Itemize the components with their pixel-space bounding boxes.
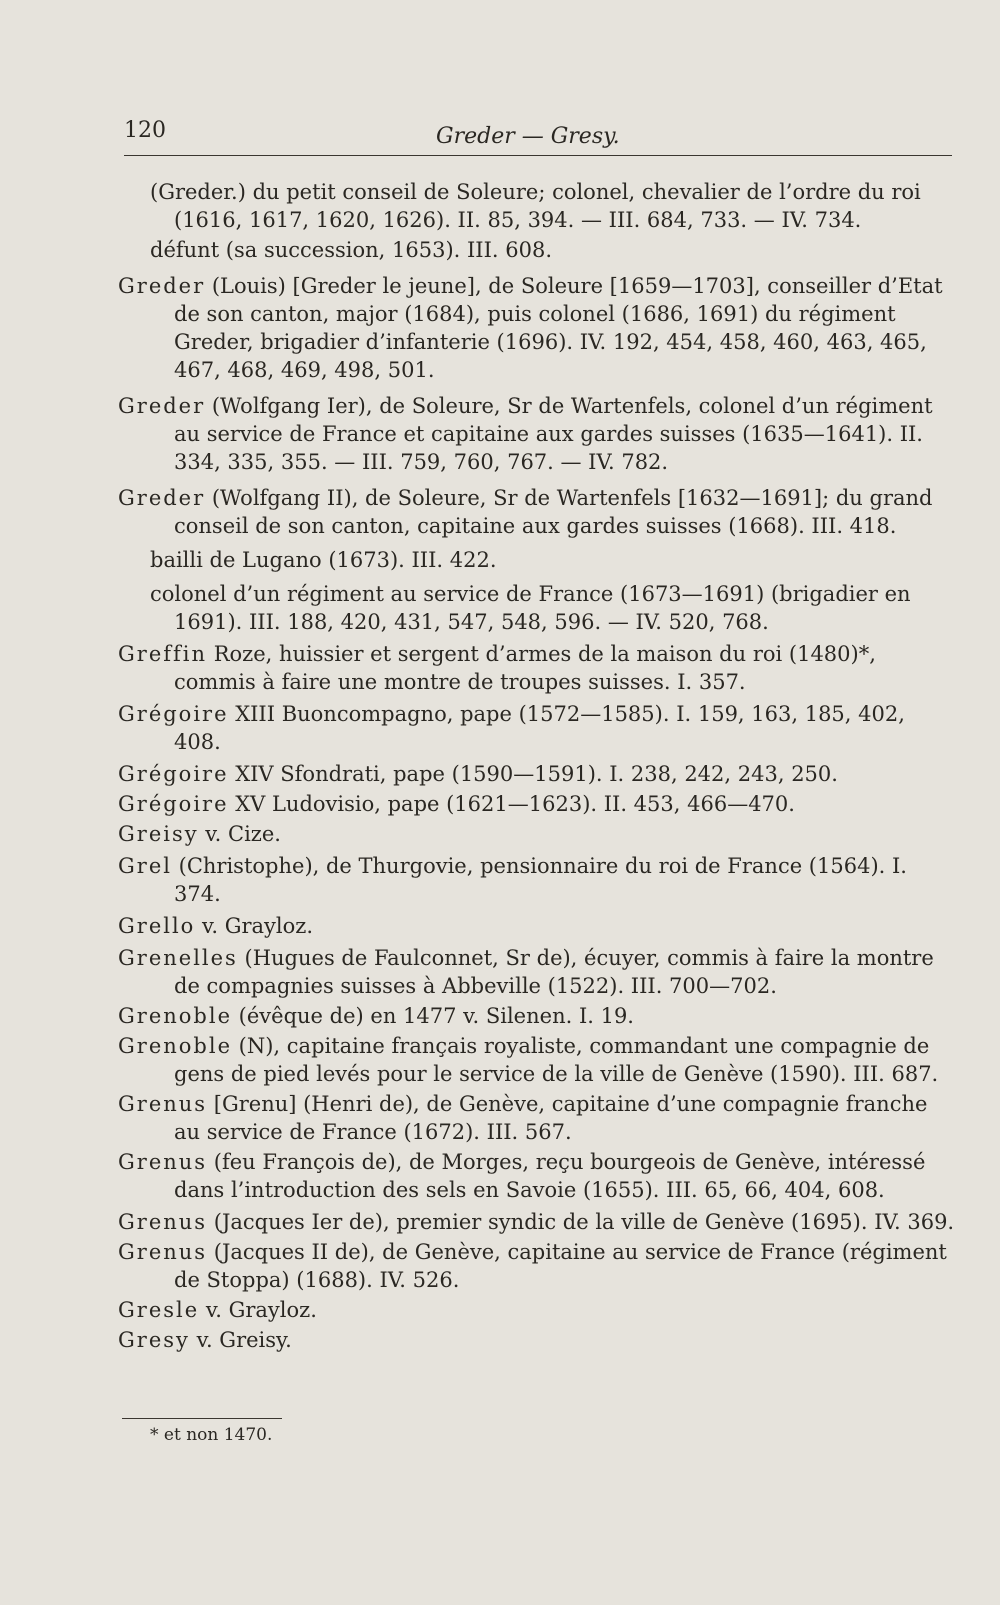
index-entry	[118, 392, 958, 476]
index-entry	[118, 700, 958, 756]
entry-text: (Greder.) du petit conseil de Soleure; colonel, chevalier de l’ordre du roi (1616, 1617, 1620, 1626). II. 85, 394. — III. 684, 733. — IV. 734.	[150, 180, 921, 232]
index-entry	[118, 1032, 958, 1088]
entry-headword: Grello	[118, 914, 196, 938]
index-entry	[118, 1296, 958, 1324]
entry-text: XV Ludovisio, pape (1621—1623). II. 453, 466—470.	[228, 792, 795, 816]
index-entry	[118, 1208, 958, 1236]
entry-text: v. Grayloz.	[199, 1298, 317, 1322]
index-entry	[118, 912, 958, 940]
index-entry	[118, 178, 958, 234]
footnote: * et non 1470.	[150, 1425, 273, 1445]
entry-headword: Greffin	[118, 642, 208, 666]
entry-text: (N), capitaine français royaliste, commandant une compagnie de gens de pied levés pour le service de la ville de Genève (1590). III. 687.	[174, 1034, 939, 1086]
entry-headword: Grenoble	[118, 1034, 232, 1058]
entry-headword: Grenus	[118, 1210, 208, 1234]
entry-headword: Greder	[118, 394, 206, 418]
entry-text: (Jacques Ier de), premier syndic de la ville de Genève (1695). IV. 369.	[207, 1210, 955, 1234]
index-entry	[118, 272, 958, 384]
entry-headword: Grenus	[118, 1150, 208, 1174]
index-entry	[118, 236, 958, 264]
entry-headword: Grenoble	[118, 1004, 232, 1028]
index-entry	[118, 580, 958, 636]
entry-headword: Grenus	[118, 1240, 208, 1264]
entry-headword: Greisy	[118, 822, 199, 846]
entry-headword: Grégoire	[118, 702, 229, 726]
index-entry	[118, 484, 958, 540]
footnote-rule	[122, 1418, 282, 1419]
index-entry	[118, 1148, 958, 1204]
entry-headword: Grenelles	[118, 946, 238, 970]
entry-text: défunt (sa succession, 1653). III. 608.	[150, 238, 552, 262]
index-entry	[118, 790, 958, 818]
page-number: 120	[124, 118, 166, 143]
entry-text: (Wolfgang Ier), de Soleure, Sr de Wartenfels, colonel d’un régiment au service de France et capitaine aux gardes suisses (1635—1641). II. 334, 335, 355. — III. 759, 760, 767. — IV. 782.	[174, 394, 933, 474]
entry-text: (Wolfgang II), de Soleure, Sr de Wartenfels [1632—1691]; du grand conseil de son canton, capitaine aux gardes suisses (1668). III. 418.	[174, 486, 933, 538]
header-rule	[124, 155, 952, 156]
entry-text: (Jacques II de), de Genève, capitaine au service de France (régiment de Stoppa) (1688). IV. 526.	[174, 1240, 947, 1292]
index-entry	[118, 546, 958, 574]
entry-headword: Grégoire	[118, 762, 229, 786]
entry-headword: Grenus	[118, 1092, 208, 1116]
entry-headword: Greder	[118, 274, 206, 298]
entry-headword: Greder	[118, 486, 206, 510]
entry-text: XIV Sfondrati, pape (1590—1591). I. 238, 242, 243, 250.	[228, 762, 838, 786]
entry-text: colonel d’un régiment au service de France (1673—1691) (brigadier en 1691). III. 188, 420, 431, 547, 548, 596. — IV. 520, 768.	[150, 582, 911, 634]
index-entry	[118, 760, 958, 788]
index-entry	[118, 1326, 958, 1354]
entry-text: (évêque de) en 1477 v. Silenen. I. 19.	[232, 1004, 634, 1028]
entry-text: (Christophe), de Thurgovie, pensionnaire du roi de France (1564). I. 374.	[171, 854, 907, 906]
entry-text: XIII Buoncompagno, pape (1572—1585). I. 159, 163, 185, 402, 408.	[174, 702, 905, 754]
entry-headword: Grel	[118, 854, 172, 878]
running-head: Greder — Gresy.	[436, 124, 620, 149]
entry-text: bailli de Lugano (1673). III. 422.	[150, 548, 497, 572]
entry-headword: Gresy	[118, 1328, 190, 1352]
entry-text: [Grenu] (Henri de), de Genève, capitaine d’une compagnie franche au service de France (1672). III. 567.	[174, 1092, 928, 1144]
index-entry	[118, 640, 958, 696]
entry-text: Roze, huissier et sergent d’armes de la maison du roi (1480)*, commis à faire une montre de troupes suisses. I. 357.	[174, 642, 876, 694]
entry-text: v. Cize.	[198, 822, 281, 846]
entry-text: (Hugues de Faulconnet, Sr de), écuyer, commis à faire la montre de compagnies suisses à Abbeville (1522). III. 700—702.	[174, 946, 934, 998]
index-entry	[118, 1090, 958, 1146]
entry-text: (feu François de), de Morges, reçu bourgeois de Genève, intéressé dans l’introduction des sels en Savoie (1655). III. 65, 66, 404, 608.	[174, 1150, 926, 1202]
entry-headword: Grégoire	[118, 792, 229, 816]
entry-text: (Louis) [Greder le jeune], de Soleure [1659—1703], conseiller d’Etat de son canton, major (1684), puis colonel (1686, 1691) du régiment Greder, brigadier d’infanterie (1696). IV. 192, 454, 458, 460, 463, 465, 467, 468, 469, 498, 501.	[174, 274, 943, 382]
index-entry	[118, 1238, 958, 1294]
index-entry	[118, 820, 958, 848]
index-entry	[118, 852, 958, 908]
page-header	[124, 112, 952, 156]
index-entry	[118, 1002, 958, 1030]
index-entry	[118, 944, 958, 1000]
entry-headword: Gresle	[118, 1298, 200, 1322]
entry-text: v. Greisy.	[189, 1328, 292, 1352]
index-entries	[118, 178, 958, 1354]
entry-text: v. Grayloz.	[195, 914, 314, 938]
